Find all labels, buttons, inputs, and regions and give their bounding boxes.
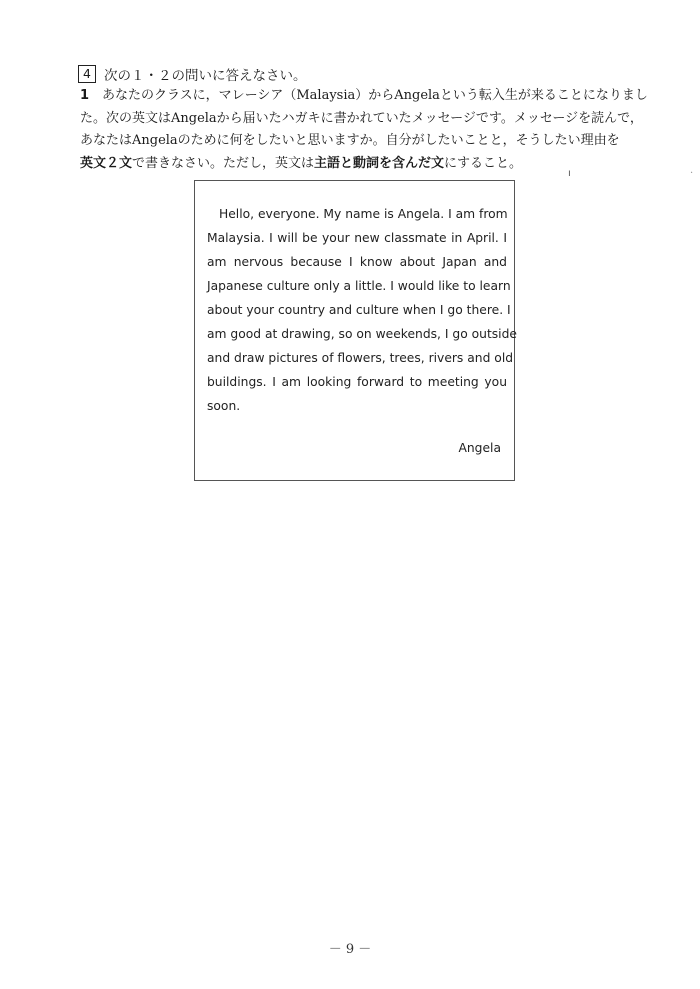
message-line: soon. — [207, 399, 241, 413]
signature-angela: Angela — [458, 441, 501, 455]
sub-question-line-1: あなたのクラスに，マレーシア（Malaysia）からAngelaという転入生が来ることになりまし — [102, 88, 648, 103]
message-line: am nervous because I know about Japan and — [207, 255, 507, 269]
message-line: about your country and culture when I go there. I — [207, 303, 511, 317]
sub-question-number: 1 — [80, 88, 90, 103]
sub-question-text — [80, 85, 648, 175]
question-header — [78, 64, 307, 84]
postcard-message — [207, 202, 517, 418]
question-instruction: 次の１・２の問いに答えなさい。 — [104, 68, 307, 84]
sub-question-1 — [80, 85, 648, 175]
line4-part2: で書きなさい。ただし，英文は — [132, 155, 315, 171]
message-line: Japanese culture only a little. I would like to learn — [207, 279, 511, 293]
sub-question-line-2: た。次の英文はAngelaから届いたハガキに書かれていたメッセージです。メッセージを読んで， — [80, 110, 643, 126]
sub-question-line-4 — [80, 153, 640, 176]
stray-mark: ı — [568, 168, 571, 179]
message-line: Hello, everyone. My name is Angela. I am from — [219, 207, 508, 221]
sub-question-line-3: あなたはAngelaのために何をしたいと思いますか。自分がしたいことと，そうしたい理由を — [80, 133, 620, 148]
bold-subject-verb: 主語と動詞を含んだ文 — [314, 155, 445, 171]
stray-mark-2: · — [690, 168, 694, 179]
postcard-message-box — [194, 180, 515, 481]
message-line: buildings. I am looking forward to meeting you — [207, 375, 507, 389]
message-line: Malaysia. I will be your new classmate in April. I — [207, 231, 507, 245]
question-number-box: 4 — [78, 65, 96, 83]
bold-two-sentences: 英文２文 — [80, 155, 133, 171]
message-line: and draw pictures of flowers, trees, rivers and old — [207, 351, 514, 365]
line4-part3: にすること。 — [444, 155, 523, 171]
page-number: － 9 － — [328, 942, 372, 957]
message-line: am good at drawing, so on weekends, I go outside — [207, 327, 517, 341]
